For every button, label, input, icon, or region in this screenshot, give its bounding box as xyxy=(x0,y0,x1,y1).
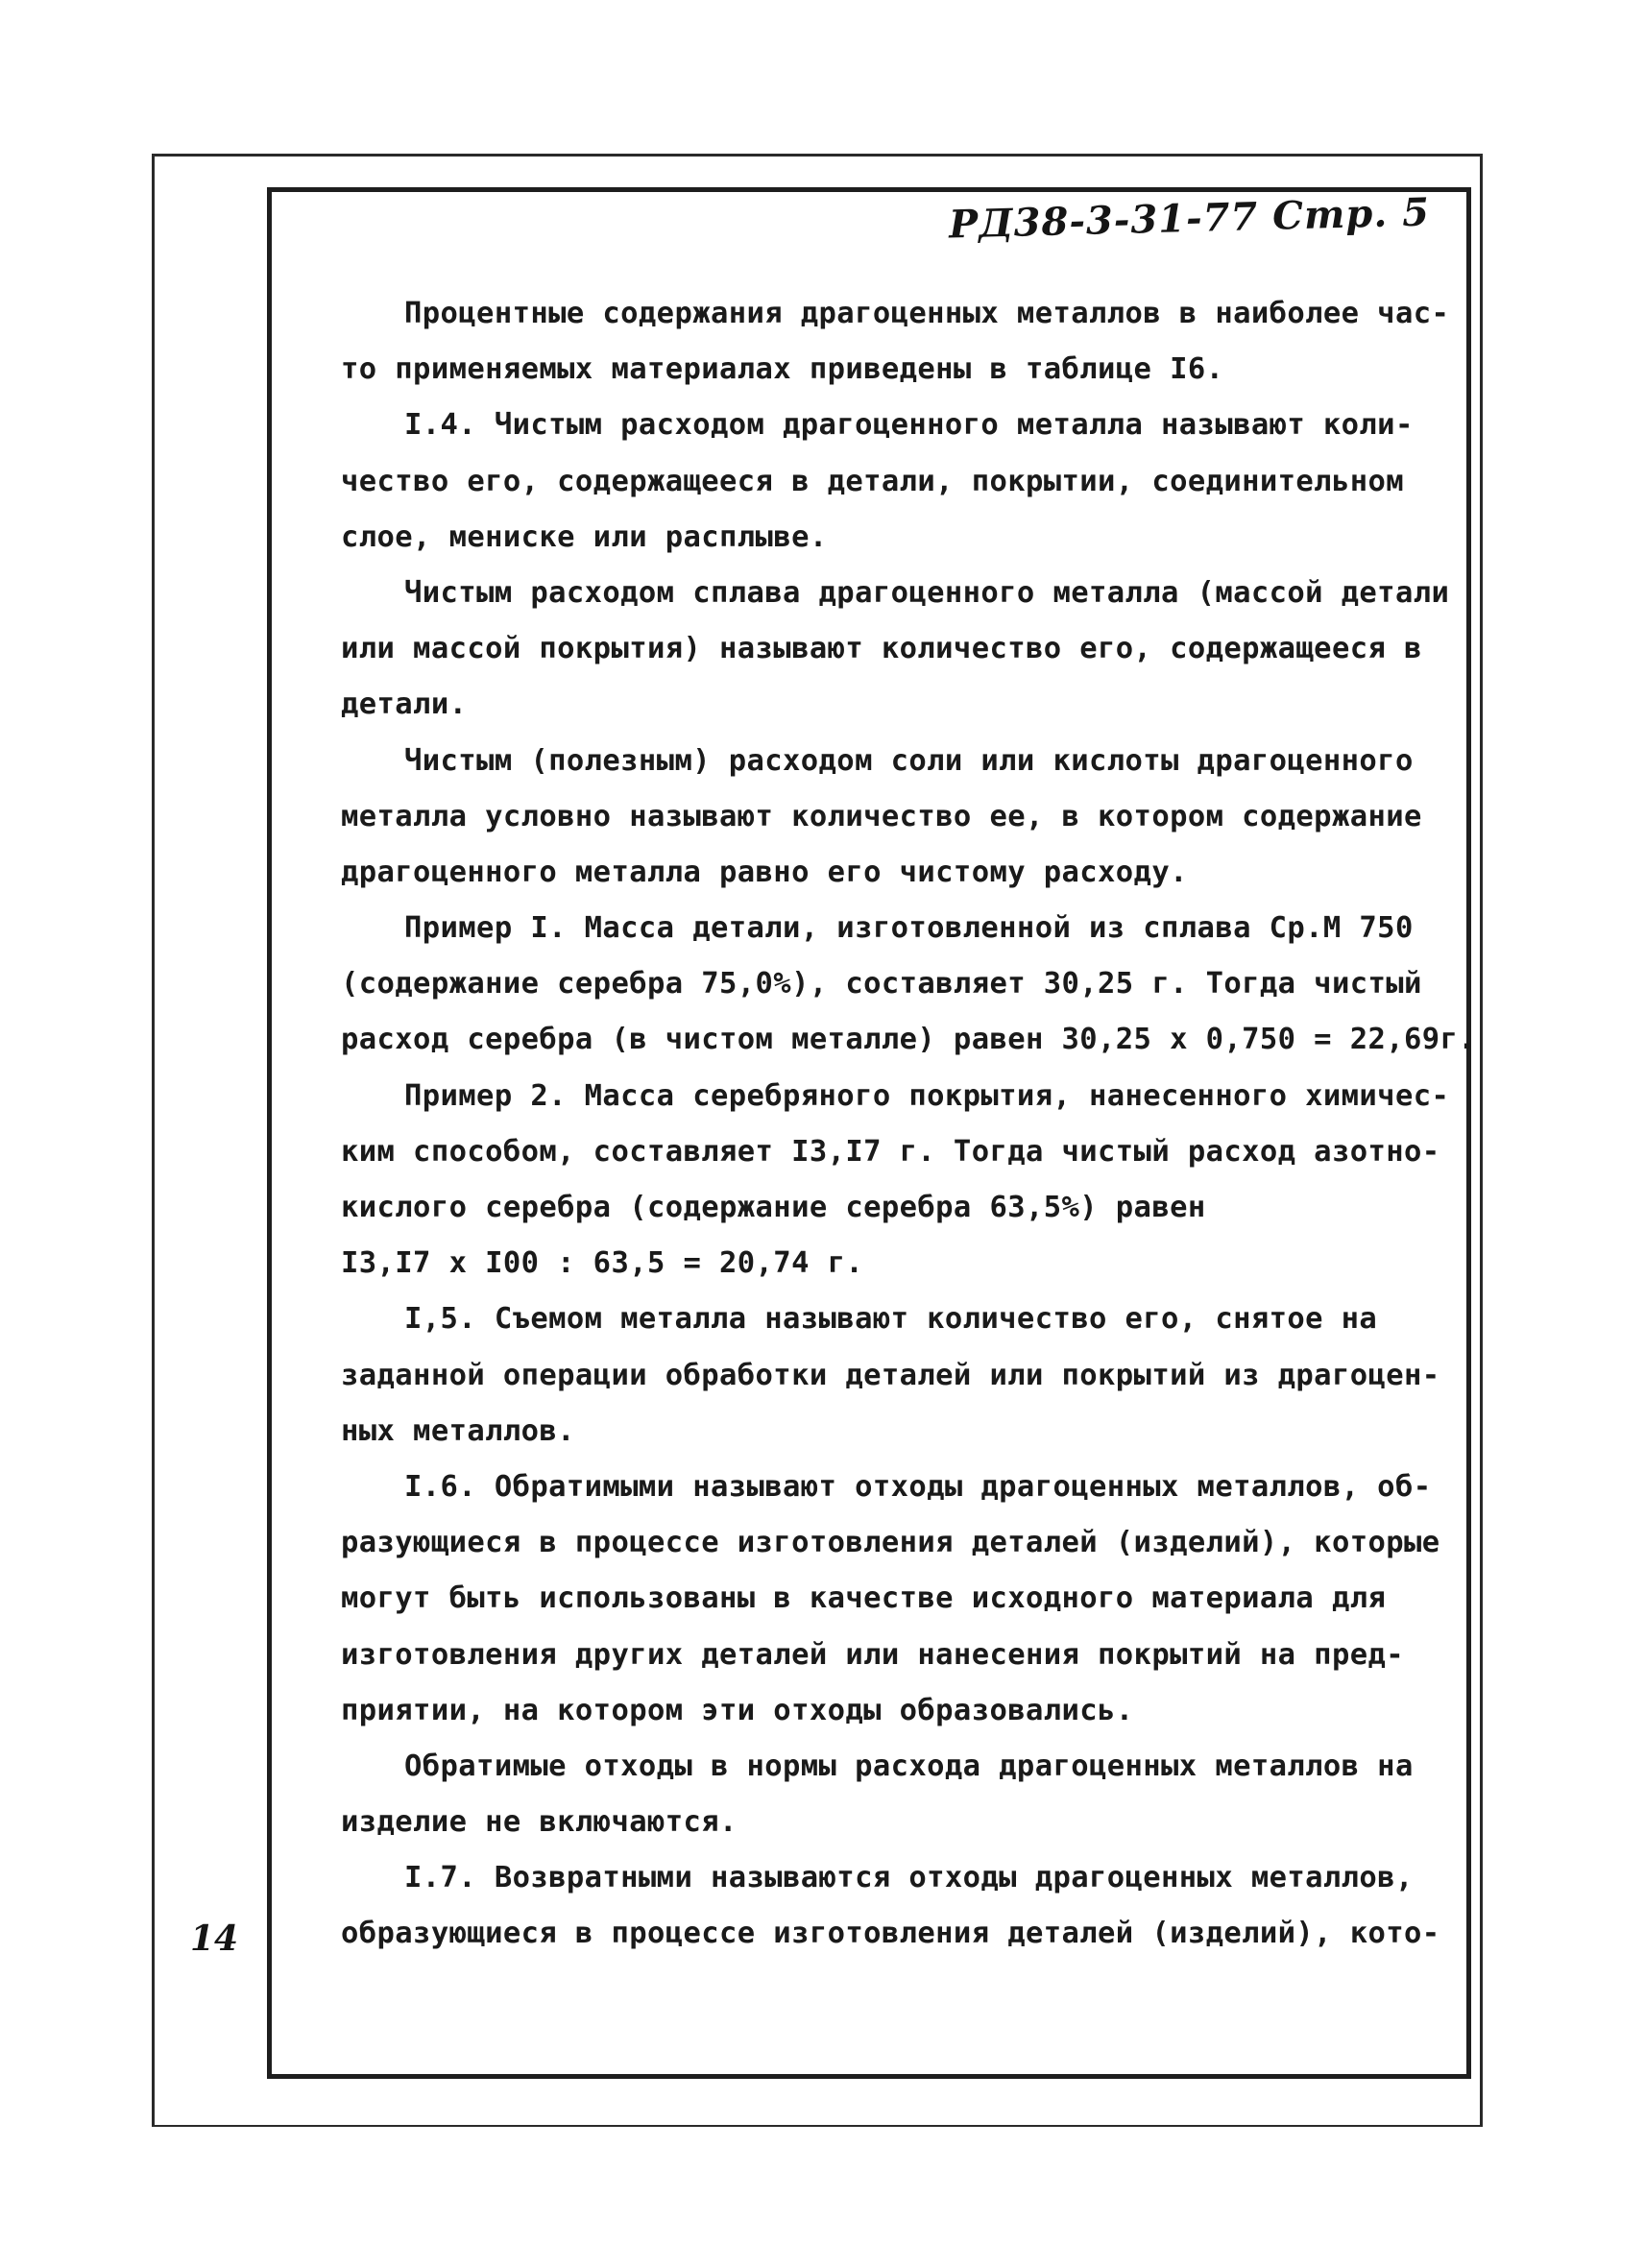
text-line: чество его, содержащееся в детали, покрытии, соединительном xyxy=(341,464,1404,498)
text-line: (содержание серебра 75,0%), составляет 30,25 г. Тогда чистый xyxy=(341,967,1422,1001)
text-line: I.6. Обратимыми называют отходы драгоценных металлов, об- xyxy=(404,1469,1432,1504)
text-line: металла условно называют количество ее, в котором содержание xyxy=(341,799,1422,833)
text-line: заданной операции обработки деталей или покрытий из драгоцен- xyxy=(341,1358,1440,1392)
text-line: то применяемых материалах приведены в таблице I6. xyxy=(341,352,1224,387)
text-line: расход серебра (в чистом металле) равен 30,25 х 0,750 = 22,69г. xyxy=(341,1023,1477,1057)
text-line: детали. xyxy=(341,688,468,722)
text-line: слое, мениске или расплыве. xyxy=(341,519,828,554)
text-line: I3,I7 х I00 : 63,5 = 20,74 г. xyxy=(341,1246,864,1281)
text-line: I.7. Возвратными называются отходы драгоценных металлов, xyxy=(404,1861,1414,1895)
text-line: Чистым расходом сплава драгоценного металла (массой детали xyxy=(404,575,1450,610)
text-line: I,5. Съемом металла называют количество его, снятое на xyxy=(404,1302,1378,1337)
document-code: РД38-3-31-77 Стр. 5 xyxy=(948,189,1431,248)
text-line: образующиеся в процессе изготовления деталей (изделий), кото- xyxy=(341,1917,1440,1951)
text-line: или массой покрытия) называют количество его, содержащееся в xyxy=(341,632,1422,666)
text-line: ким способом, составляет I3,I7 г. Тогда чистый расход азотно- xyxy=(341,1134,1440,1169)
text-line: Процентные содержания драгоценных металлов в наиболее час- xyxy=(404,297,1450,330)
text-line: могут быть использованы в качестве исходного материала для xyxy=(341,1581,1387,1616)
text-line: I.4. Чистым расходом драгоценного металла называют коли- xyxy=(404,408,1414,443)
text-line: Пример I. Масса детали, изготовленной из сплава Ср.М 750 xyxy=(404,911,1414,946)
text-line: драгоценного металла равно его чистому расходу. xyxy=(341,855,1188,889)
text-line: Обратимые отходы в нормы расхода драгоценных металлов на xyxy=(404,1749,1414,1783)
text-line: приятии, на котором эти отходы образовались. xyxy=(341,1693,1134,1727)
text-line: ных металлов. xyxy=(341,1413,575,1448)
text-line: Пример 2. Масса серебряного покрытия, нанесенного химичес- xyxy=(404,1078,1450,1113)
text-line: разующиеся в процессе изготовления деталей (изделий), которые xyxy=(341,1526,1440,1560)
document-body xyxy=(341,286,1477,1963)
text-line: изделие не включаются. xyxy=(341,1805,738,1840)
margin-note: 14 xyxy=(190,1918,239,1959)
text-line: изготовления других деталей или нанесения покрытий на пред- xyxy=(341,1637,1404,1672)
inner-page-frame xyxy=(267,187,1477,2079)
text-line: Чистым (полезным) расходом соли или кислоты драгоценного xyxy=(404,743,1414,778)
text-line: кислого серебра (содержание серебра 63,5%) равен xyxy=(341,1191,1206,1224)
